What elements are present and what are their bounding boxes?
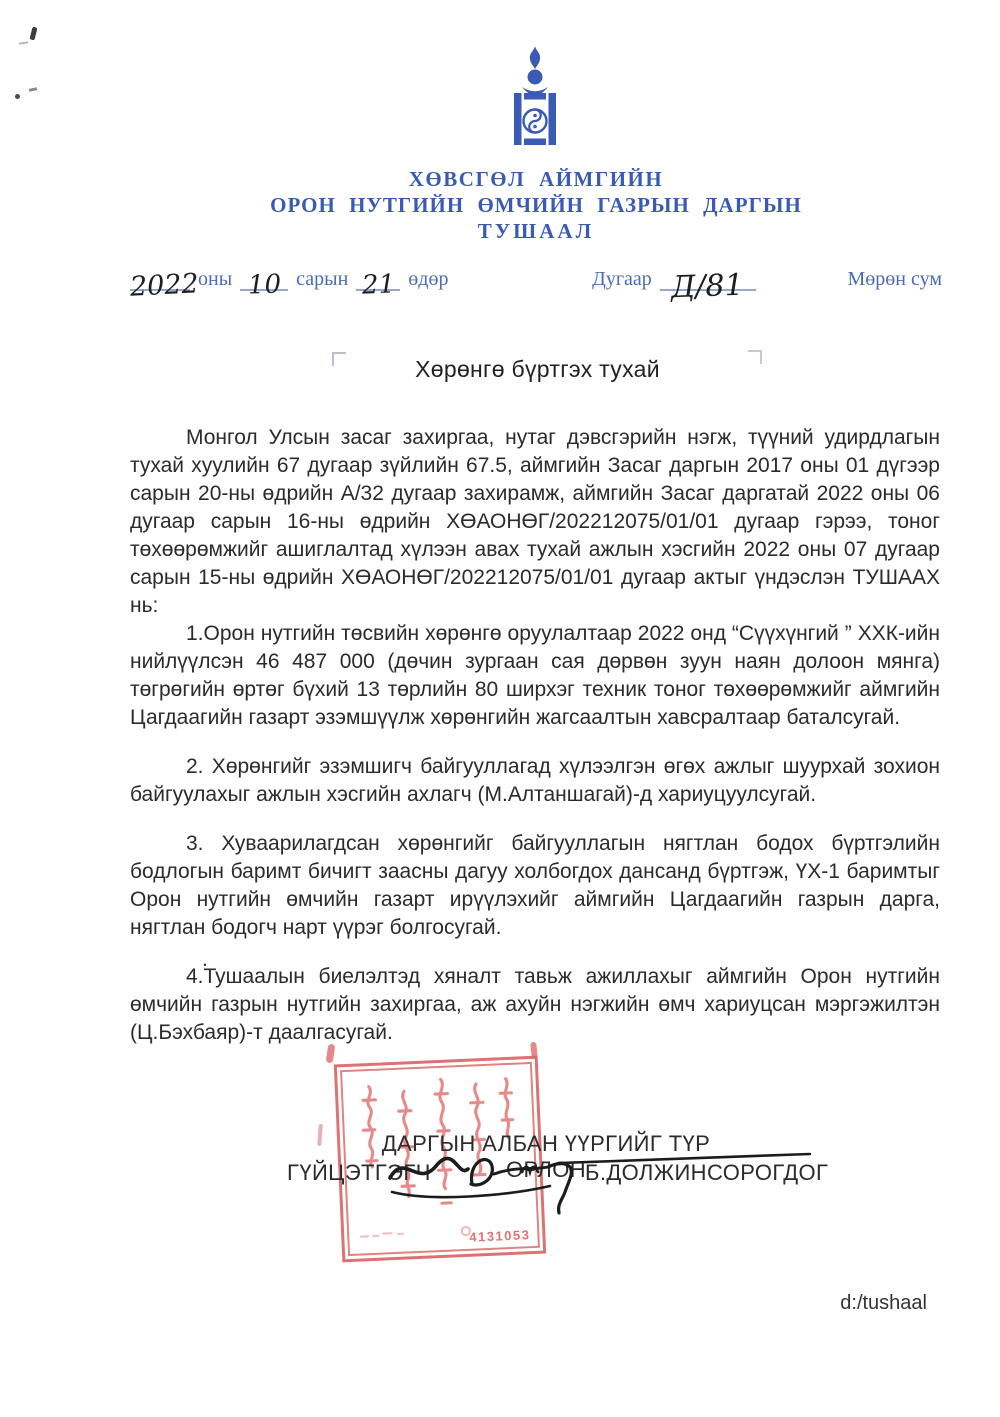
handwritten-year: 2022 <box>129 268 200 303</box>
signer-title-line2: ГҮЙЦЭТГЭГЧ <box>287 1160 431 1185</box>
paragraph-item-2: 2. Хөрөнгийг эзэмшигч байгууллагад хүлээлгэн өгөх ажлыг шуурхай зохион байгуулахыг ажлын хэсгийн ахлагч (М.Алтаншагай)-д хариуцуулсугай. <box>130 755 940 806</box>
paragraph-item-4: 4.Тушаалын биелэлтэд хяналт тавьж ажиллахыг аймгийн Орон нутгийн өмчийн газрын нутгийн захиргаа, аж ахуйн нэгжийн өмч хариуцсан мэргэжилтэн (Ц.Бэхбаяр)-т даалгасугай. <box>130 965 940 1044</box>
handwritten-day: 21 <box>361 269 396 301</box>
org-name-line1: ХӨВСГӨЛ АЙМГИЙН <box>408 167 664 191</box>
scan-smudge <box>30 27 38 41</box>
signer-title-line1: ДАРГЫН АЛБАН ҮҮРГИЙГ ТҮР ОРЛОН <box>381 1131 711 1182</box>
scan-smudge <box>15 94 20 99</box>
day-blank <box>356 269 400 301</box>
month-blank <box>240 269 288 301</box>
stamp-ink-blob <box>317 1124 323 1146</box>
year-label: оны <box>198 268 233 290</box>
stamp-serial-number: 4131053 <box>468 1227 531 1245</box>
paragraph-preamble: Монгол Улсын засаг захиргаа, нутаг дэвсгэрийн нэгж, түүний удирдлагын тухай хуулийн 67 дугаар зүйлийн 67.5, аймгийн Засаг даргын 2017 оны 01 дүгээр сарын 20-ны өдрийн А/32 дугаар захирамж, аймгийн Засаг даргатай 2022 оны 06 дугаар сарын 16-ны өдрийн ХӨАОНӨГ/202212075/01/01 дугаар гэрээ, тоног төхөөрөмжийг ашиглалтад хүлээн авах тухай ажлын хэсгийн 2022 оны 07 дугаар сарын 15-ны өдрийн ХӨАОНӨГ/202212075/01/01 дугаар актыг үндэслэн ТУШААХ нь: <box>130 426 940 617</box>
number-blank <box>660 267 756 306</box>
paragraph-item-3: 3. Хуваарилагдсан хөрөнгийг байгууллагын нягтлан бодох бүртгэлийн бодлогын баримт бичигт заасны дагуу холбогдох дансанд бүртгэж, ҮХ-1 баримтыг Орон нутгийн өмчийн газарт ирүүлэхийг аймгийн Цагдаагийн газрын дарга, нягтлан бодогч нарт үүрэг болгосугай. <box>130 832 940 939</box>
document-subject: Хөрөнгө бүртгэх тухай <box>415 356 660 382</box>
number-label: Дугаар <box>592 268 652 290</box>
dateline <box>129 267 942 306</box>
handwritten-month: 10 <box>247 269 282 301</box>
footer-file-path: d:/tushaal <box>840 1292 927 1314</box>
paragraph-item-1: 1.Орон нутгийн төсвийн хөрөнгө оруулалтаар 2022 онд “Сүүхүнгий ” ХХК-ийн нийлүүлсэн 46 487 000 (дөчин зургаан сая дөрвөн зуун наян долоон мянга) төгрөгийн өртөг бүхий 13 төрлийн 80 ширхэг техник тоног төхөөрөмжийг аймгийн Цагдаагийн газарт эзэмшүүлж хөрөнгийн жагсаалтын хавсралтаар баталсугай. <box>130 622 940 729</box>
letterhead <box>72 166 1000 245</box>
date-group <box>129 268 449 303</box>
year-blank <box>129 268 200 303</box>
place-label: Мөрөн сум <box>847 268 942 290</box>
signature-strike-line <box>558 1148 814 1168</box>
org-name-line2: ОРОН НУТГИЙН ӨМЧИЙН ГАЗРЫН ДАРГЫН <box>270 193 802 217</box>
document-body <box>130 424 940 1047</box>
stray-ink-dot: . <box>202 948 208 971</box>
handwritten-number: Д/81 <box>670 267 745 306</box>
signer-name: Б.ДОЛЖИНСОРОГДОГ <box>585 1160 829 1185</box>
place-group <box>847 268 942 291</box>
stamp-ink-blob <box>326 1044 336 1064</box>
scan-smudge <box>29 87 37 92</box>
scan-smudge <box>19 41 28 44</box>
number-group <box>592 267 756 306</box>
soyombo-icon <box>507 46 563 150</box>
document-type-label: ТУШААЛ <box>477 219 595 243</box>
day-label: өдөр <box>408 268 449 290</box>
month-label: сарын <box>296 268 349 290</box>
